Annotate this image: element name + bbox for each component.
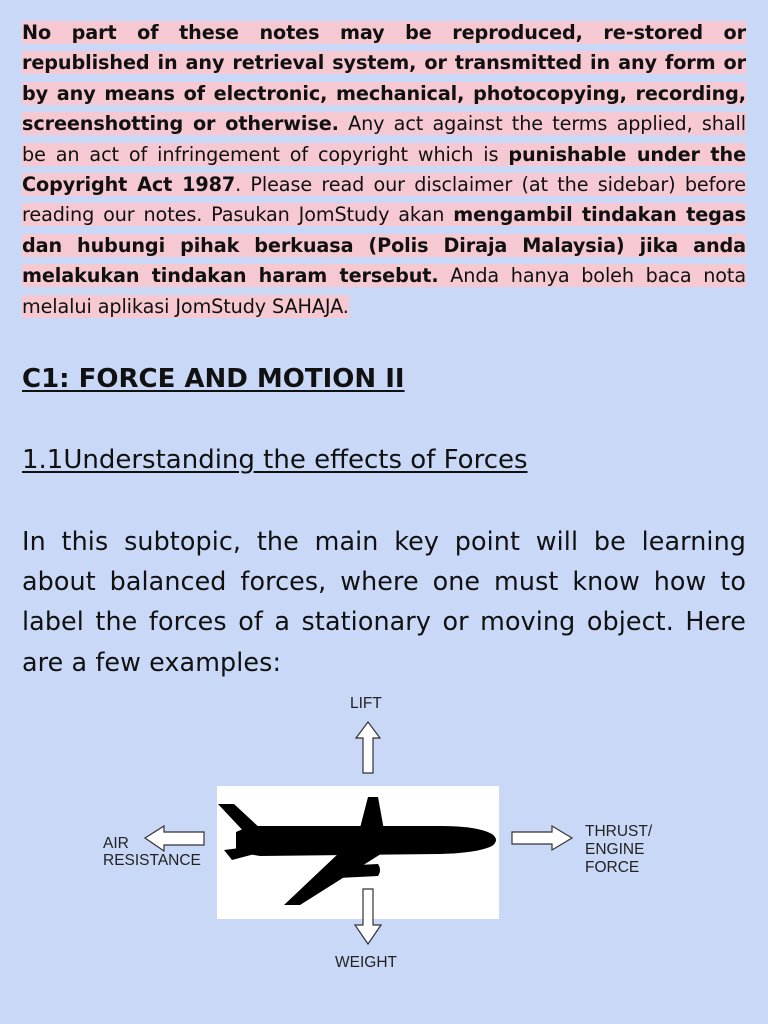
airplane-icon [218,797,496,905]
disclaimer-bold-1: No part of these notes may be reproduced, re-stored or republished in any retrieval system, or transmitted in any form or by any means of electronic, mechanical, photocopying, recording, screenshotting or otherwise. [22,21,746,136]
subtopic-title: 1.1Understanding the effects of Forces [22,445,528,475]
weight-arrow-icon [355,889,381,944]
disclaimer-text-4: . Please read our disclaimer (at the sidebar) before reading our notes. Pasukan JomStudy akan [22,173,746,227]
thrust-label-line2: ENGINE [585,841,645,858]
air-resistance-label-line1: AIR [103,835,129,852]
thrust-label-line1: THRUST/ [585,823,653,840]
disclaimer-text-2: Any act against the terms applied, shall be an act of infringement of copyright which is [22,112,746,166]
intro-paragraph: In this subtopic, the main key point will be learning about balanced forces, where one must know how to label the forces of a stationary or moving object. Here are a few examples: [22,526,746,677]
weight-label: WEIGHT [335,954,397,971]
lift-label: LIFT [350,695,382,712]
chapter-title: C1: FORCE AND MOTION II [22,364,405,394]
thrust-label-line3: FORCE [585,859,640,876]
disclaimer-bold-3: punishable under the Copyright Act 1987 [22,142,746,197]
thrust-arrow-icon [512,826,572,850]
lift-arrow-icon [356,722,380,773]
air-resistance-label-line2: RESISTANCE [103,852,201,869]
air-resistance-arrow-icon [145,826,204,851]
disclaimer-text-6: Anda hanya boleh baca nota melalui aplikasi JomStudy SAHAJA. [22,264,747,318]
disclaimer-bold-5: mengambil tindakan tegas dan hubungi pihak berkuasa (Polis Diraja Malaysia) jika anda melakukan tindakan haram tersebut. [22,203,746,288]
